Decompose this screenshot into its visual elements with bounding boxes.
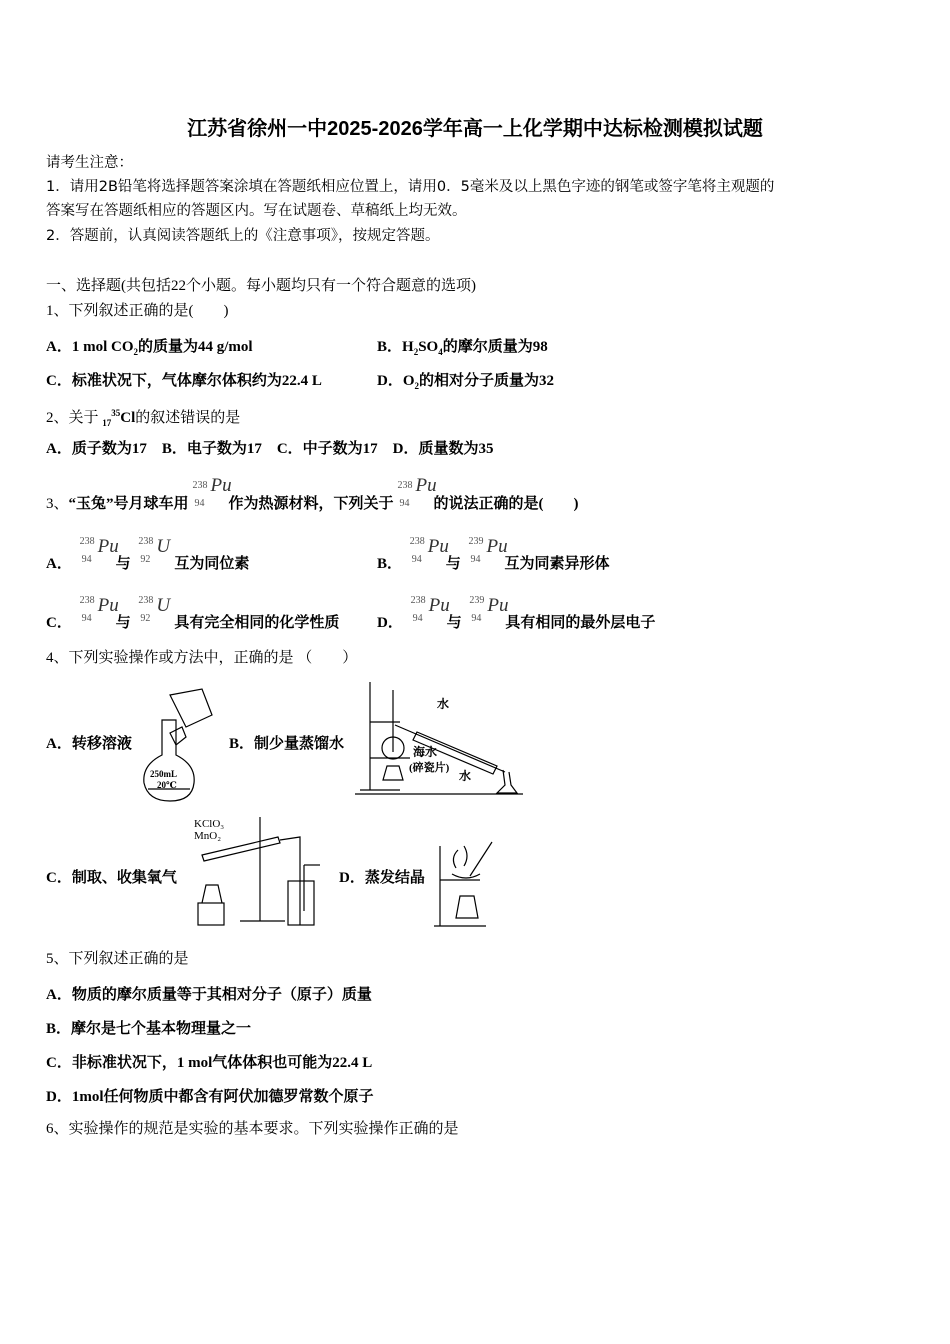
svg-text:20℃: 20℃ [157, 780, 177, 790]
oxygen-collection-diagram [190, 815, 330, 927]
distillation-diagram [355, 680, 525, 798]
question-5-stem: 5、下列叙述正确的是 [46, 951, 189, 967]
page-title: 江苏省徐州一中2025-2026学年高一上化学期中达标检测模拟试题 [187, 118, 763, 140]
q1-option-d: D．$O_2$的相对分子质量为32 [377, 373, 555, 391]
q4-option-b: B．制少量蒸馏水 [229, 736, 345, 752]
q1-option-c: C．标准状况下，气体摩尔体积约为22.4 L [46, 373, 322, 389]
question-4-stem: 4、下列实验操作或方法中，正确的是 （ ） [46, 650, 358, 666]
q4-option-d: D．蒸发结晶 [339, 870, 425, 886]
question-6-stem: 6、实验操作的规范是实验的基本要求。下列实验操作正确的是 [46, 1121, 459, 1137]
q4-option-a: A．转移溶液 [46, 736, 132, 752]
q5-option-b: B．摩尔是七个基本物理量之一 [46, 1021, 252, 1037]
question-2-stem: 2、关于 $_{17}^{35}$Cl的叙述错误的是 [46, 408, 241, 428]
notice-line: 2．答题前，认真阅读答题纸上的《注意事项》，按规定答题。 [46, 228, 440, 244]
svg-text:水: 水 [437, 697, 450, 711]
svg-text:MnO₂: MnO₂ [194, 830, 222, 842]
section-heading: 一、选择题(共包括22个小题。每小题均只有一个符合题意的选项) [46, 278, 476, 294]
q1-option-a: A．1 mol $CO_2$的质量为44 g/mol [46, 339, 253, 357]
question-3-stem: 3、“玉兔”号月球车用 238 94 Pu 作为热源材料，下列关于 238 94 Pu 的说法正确的是( ) [46, 475, 579, 512]
q5-option-c: C．非标准状况下，1 mol气体体积也可能为22.4 L [46, 1055, 373, 1071]
q3-option-b: B． 238 94 Pu 与 239 94 Pu 互为同素异形体 [377, 536, 610, 572]
q2-options: A．质子数为17 B．电子数为17 C．中子数为17 D．质量数为35 [46, 441, 494, 457]
notice-line: 1．请用2B铅笔将选择题答案涂填在答题纸相应位置上，请用0．5毫米及以上黑色字迹的钢笔或签字笔将主观题的 [46, 179, 775, 195]
svg-text:KClO₃: KClO₃ [194, 818, 225, 830]
svg-text:海水: 海水 [413, 745, 438, 759]
svg-text:水: 水 [459, 769, 472, 783]
q5-option-d: D．1mol任何物质中都含有阿伏加德罗常数个原子 [46, 1089, 374, 1105]
q1-option-b: B．$H_2SO_4$的摩尔质量为98 [377, 339, 548, 357]
question-1-stem: 1、下列叙述正确的是( ) [46, 303, 229, 319]
q4-option-c: C．制取、收集氧气 [46, 870, 177, 886]
svg-text:250mL: 250mL [150, 769, 177, 779]
notice-line: 答案写在答题纸相应的答题区内。写在试题卷、草稿纸上均无效。 [46, 203, 467, 219]
nuclide-pu238: 238 94 Pu [397, 475, 437, 509]
volumetric-flask-diagram [140, 685, 220, 803]
evaporation-diagram [430, 838, 500, 930]
nuclide-pu238: 238 94 Pu [192, 475, 232, 509]
q3-option-a: A． 238 94 Pu 与 238 92 U 互为同位素 [46, 536, 250, 572]
q5-option-a: A．物质的摩尔质量等于其相对分子（原子）质量 [46, 987, 372, 1003]
q3-option-d: D． 238 94 Pu 与 239 94 Pu 具有相同的最外层电子 [377, 595, 656, 631]
svg-text:(碎瓷片): (碎瓷片) [409, 762, 450, 774]
q3-option-c: C． 238 94 Pu 与 238 92 U 具有完全相同的化学性质 [46, 595, 340, 631]
notice-heading: 请考生注意： [46, 155, 133, 171]
